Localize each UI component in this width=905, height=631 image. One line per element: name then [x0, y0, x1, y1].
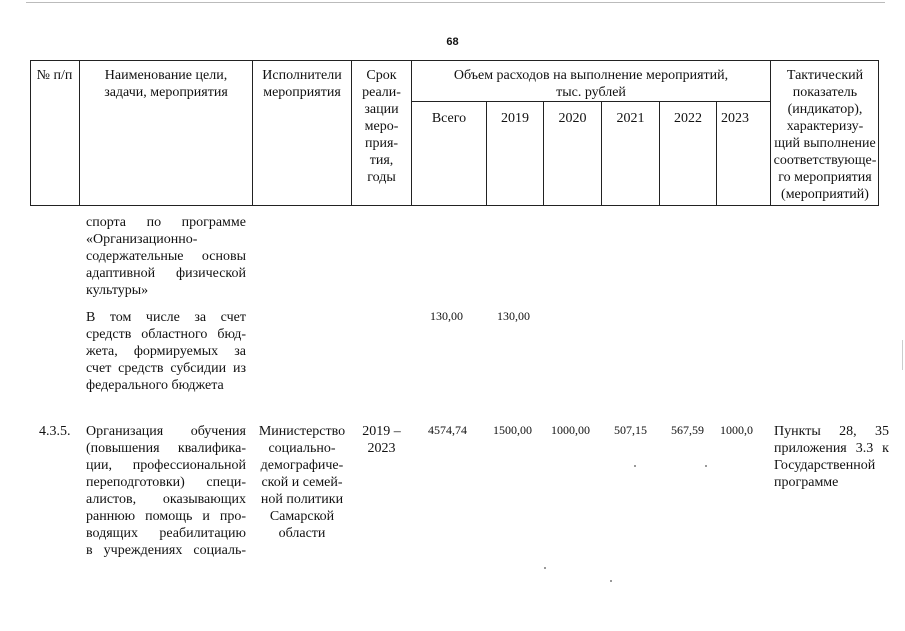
subrow-name: В том числе за счет средств областного бюд- жета, формируемых за счет средств субсидии из федерального бюджета: [86, 310, 246, 393]
header-year-2020: 2020: [558, 111, 587, 126]
row-total: 4574,74: [428, 423, 467, 437]
header-year-total: Всего: [431, 111, 467, 126]
page-number: 68: [446, 36, 459, 48]
header-year-2019: 2019: [501, 111, 529, 126]
grid-line: [252, 60, 253, 206]
row-number: 4.3.5.: [39, 424, 71, 439]
scan-speck: [705, 465, 707, 467]
header-number: № п/п: [36, 68, 73, 83]
row-executors: Министерство социально- демографиче- ской и семей- ной политики Самарской области: [258, 424, 346, 541]
header-year-2022: 2022: [674, 111, 702, 126]
row-2020: 1000,00: [551, 423, 590, 437]
header-year-2023: 2023: [721, 111, 749, 126]
scan-speck: [634, 465, 636, 467]
row-indicator: Пункты 28, 35 приложения 3.3 к Государственной программе: [774, 424, 889, 490]
row-2023: 1000,0: [720, 423, 753, 437]
scan-speck: [544, 567, 546, 569]
row-2022: 567,59: [671, 423, 704, 437]
header-name: Наименование цели, задачи, мероприятия: [104, 68, 228, 100]
row-term: 2019 – 2023: [362, 424, 401, 456]
header-year-2021: 2021: [616, 111, 645, 126]
scan-speck: [610, 580, 612, 582]
grid-line: [79, 60, 80, 206]
scan-speck: [902, 340, 903, 370]
row-name: Организация обучения (повышения квалифика- ции, профессиональной переподготовки) специ- алистов, оказывающих раннюю помощь и про- водящих реабилитацию в учреждениях социаль-: [86, 424, 246, 558]
header-indicator: Тактический показатель (индикатор), характеризу- щий выполнение соответствующе- го мероприятия (мероприятий): [773, 68, 877, 202]
subrow-total: 130,00: [430, 309, 463, 323]
subrow-2019: 130,00: [497, 309, 530, 323]
header-executors: Исполнители мероприятия: [262, 68, 342, 100]
header-volume: Объем расходов на выполнение мероприятий, тыс. рублей: [453, 68, 729, 100]
top-border-line: [26, 2, 885, 3]
continuation-name: спорта по программе «Организационно- содержательные основы адаптивной физической культуры»: [86, 215, 246, 298]
header-term: Срок реали- зации меро- прия- тия, годы: [362, 68, 401, 185]
row-2021: 507,15: [614, 423, 647, 437]
row-2019: 1500,00: [493, 423, 532, 437]
